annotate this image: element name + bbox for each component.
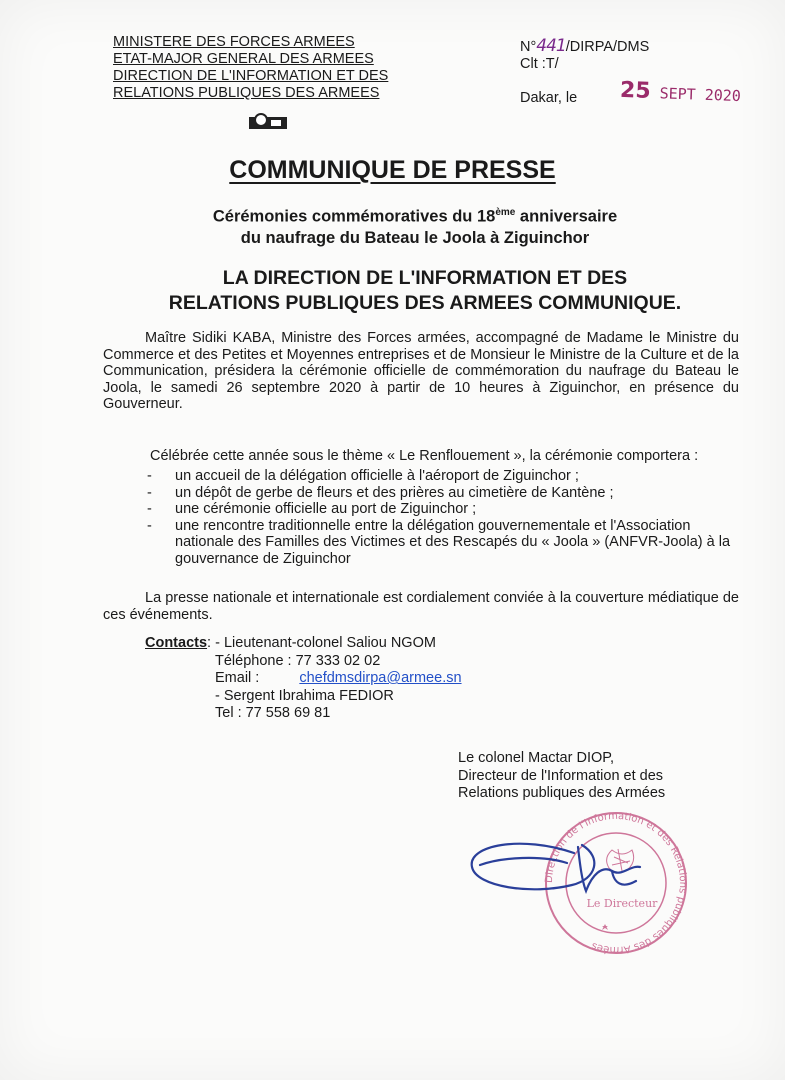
paragraph-press-invitation: La presse nationale et internationale est cordialement conviée à la couverture médiatique de ces événements. bbox=[103, 590, 739, 623]
issuer-header bbox=[113, 34, 408, 102]
signatory-title-1: Directeur de l'Information et des bbox=[458, 767, 664, 784]
ref-suffix: /DIRPA/DMS bbox=[565, 39, 650, 55]
paragraph-announcement: Maître Sidiki KABA, Ministre des Forces armées, accompagné de Madame le Ministre du Commerce et des Petites et Moyennes entreprises et de Monsieur le Ministre de la Culture et de la Communication, présidera la cérémonie officielle de commémoration du naufrage du Bateau le Joola, le samedi 26 septembre 2020 à partir de 10 heures à Ziguinchor, en présence du Gouverneur. bbox=[103, 330, 739, 412]
direction-statement: LA DIRECTION DE L'INFORMATION ET DES RELATIONS PUBLIQUES DES ARMEES COMMUNIQUE. bbox=[168, 267, 682, 314]
reference-block bbox=[520, 38, 649, 73]
official-stamp-and-signature bbox=[462, 805, 722, 955]
ref-number: 441 bbox=[536, 36, 566, 56]
stamp-seal-icon bbox=[544, 811, 688, 955]
handwritten-date bbox=[620, 78, 742, 107]
list-item: - un accueil de la délégation officielle à l'aéroport de Ziguinchor ; bbox=[147, 468, 579, 484]
date-day: 25 bbox=[619, 77, 652, 104]
contacts-label: Contacts bbox=[145, 635, 208, 651]
signatory-name: Le colonel Mactar DIOP, bbox=[458, 750, 615, 766]
document-subtitle: Cérémonies commémoratives du 18ème anniversaire du naufrage du Bateau le Joola à Ziguinchor bbox=[212, 207, 618, 247]
paragraph-theme: Célébrée cette année sous le thème « Le Renflouement », la cérémonie comportera : bbox=[150, 448, 699, 464]
program-list bbox=[147, 468, 739, 567]
contact-2-phone: Tel : 77 558 69 81 bbox=[215, 705, 331, 721]
email-link[interactable]: chefdmsdirpa@armee.sn bbox=[299, 670, 462, 686]
signatory-block bbox=[458, 750, 665, 803]
clt-reference: Clt :T/ bbox=[520, 56, 559, 72]
list-item: - une cérémonie officielle au port de Ziguinchor ; bbox=[147, 501, 477, 517]
issuer-line-4: RELATIONS PUBLIQUES DES ARMEES bbox=[113, 85, 380, 101]
email-label: Email : bbox=[215, 670, 260, 686]
city-date-label: Dakar, le bbox=[520, 90, 578, 106]
contact-1-phone: Téléphone : 77 333 02 02 bbox=[215, 652, 381, 669]
ministry-emblem-icon bbox=[247, 111, 289, 133]
contacts-block: Contacts: - Lieutenant-colonel Saliou NGOM Téléphone : 77 333 02 02 Email : chefdmsdirpa@armee.sn - Sergent Ibrahima FEDIOR Tel : 77 558 69 81 bbox=[145, 635, 462, 721]
signatory-title-2: Relations publiques des Armées bbox=[458, 785, 666, 801]
svg-text:Direction de l'Information et: Direction de l'Information et des Relations publiques des Armées bbox=[543, 810, 689, 955]
contact-1-name: - Lieutenant-colonel Saliou NGOM bbox=[215, 635, 436, 651]
issuer-line-1: MINISTERE DES FORCES ARMEES bbox=[113, 34, 355, 50]
list-item: - un dépôt de gerbe de fleurs et des prières au cimetière de Kantène ; bbox=[147, 484, 614, 501]
issuer-line-3: DIRECTION DE L'INFORMATION ET DES bbox=[113, 68, 389, 84]
document-title: COMMUNIQUE DE PRESSE bbox=[229, 156, 556, 184]
ref-prefix: N° bbox=[520, 39, 537, 55]
date-month-year: SEPT 2020 bbox=[659, 84, 742, 106]
svg-text:Le Directeur: Le Directeur bbox=[586, 897, 658, 910]
issuer-line-2: ETAT-MAJOR GENERAL DES ARMEES bbox=[113, 51, 374, 67]
contact-2-name: - Sergent Ibrahima FEDIOR bbox=[215, 687, 394, 704]
list-item: - une rencontre traditionnelle entre la délégation gouvernementale et l'Association nationale des Familles des Victimes et des Rescapés du « Joola » (ANFVR-Joola) à la gouvernance de Ziguinchor bbox=[147, 517, 731, 567]
